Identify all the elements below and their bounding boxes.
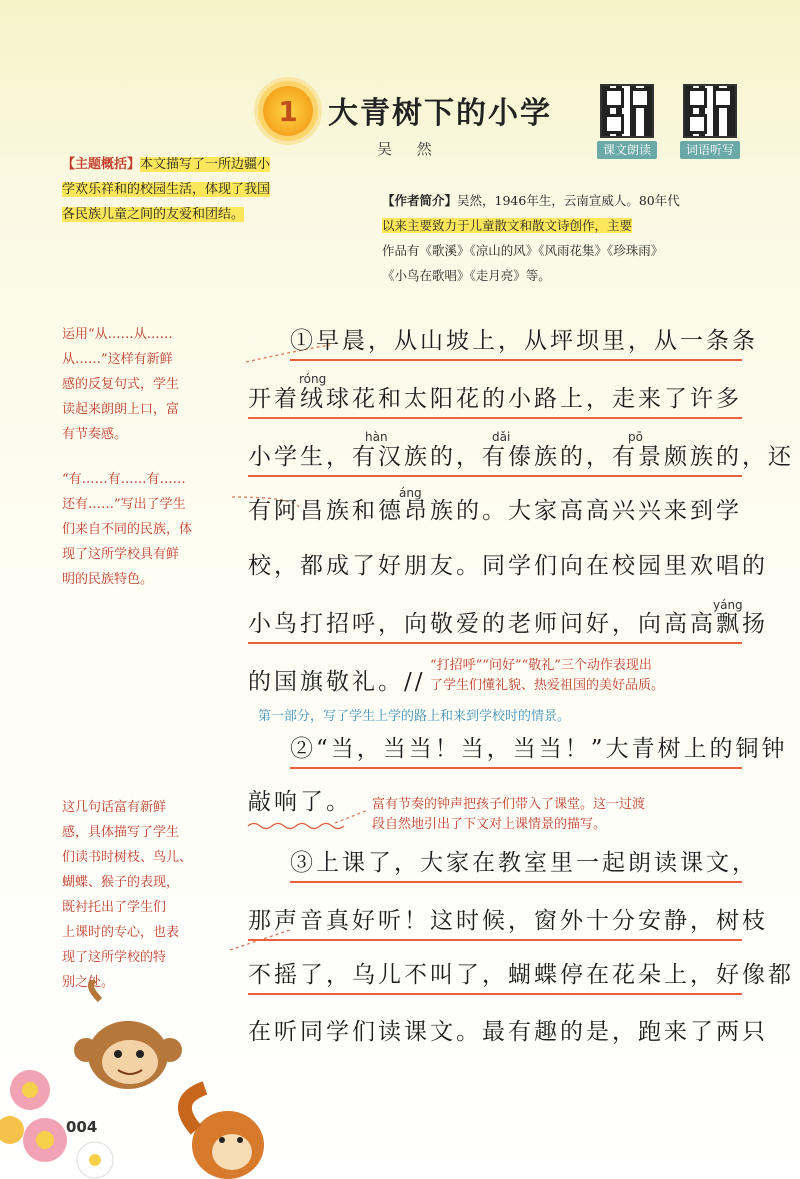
paragraph-line: 在听同学们读课文。最有趣的是，跑来了两只 xyxy=(248,1019,768,1045)
lesson-author: 吴 然 xyxy=(377,140,442,158)
qr-label-reading[interactable]: 课文朗读 xyxy=(597,141,657,159)
side-note-line: 从……”这样有新鲜 xyxy=(62,352,173,367)
paragraph-line: ③上课了，大家在教室里一起朗读课文， xyxy=(290,845,742,883)
side-note-line: 蝴蝶、猴子的表现， xyxy=(62,875,180,890)
side-note-line: 感的反复句式，学生 xyxy=(62,377,180,392)
paragraph-line: 小鸟打招呼，向敬爱的老师问好，向高高飘扬 xyxy=(248,606,742,644)
page-number: 004 xyxy=(66,1118,98,1136)
paragraph-line: ①早晨，从山坡上，从坪坝里，从一条条 xyxy=(290,323,742,361)
pinyin-han: hàn xyxy=(365,430,388,444)
paragraph-line: 敲响了。 xyxy=(248,789,352,815)
paragraph-line: 有阿昌族和德昂族的。大家高高兴兴来到学 xyxy=(248,498,742,524)
comment-line: 段自然地引出了下文对上课情景的描写。 xyxy=(372,817,607,832)
side-note-line: 们读书时树枝、鸟儿、 xyxy=(62,850,193,865)
side-note-line: “有……有……有…… xyxy=(62,472,186,487)
theme-line: 本文描写了一所边疆小 xyxy=(140,157,271,172)
comment-actions xyxy=(430,656,750,696)
pinyin-ang: áng xyxy=(399,486,422,500)
theme-tag: 【主题概括】 xyxy=(62,157,141,172)
comment-line: “打招呼”“问好”“敬礼”三个动作表现出 xyxy=(430,658,652,673)
paragraph-line: 开着绒球花和太阳花的小路上，走来了许多 xyxy=(248,381,742,419)
side-note-line: 现了这所学校的特 xyxy=(62,950,167,965)
side-note-line: 上课时的专心，也表 xyxy=(62,925,180,940)
lesson-number: 1 xyxy=(278,94,298,128)
side-note-line: 感，具体描写了学生 xyxy=(62,825,180,840)
section-summary: 第一部分，写了学生上学的路上和来到学校时的情景。 xyxy=(258,709,571,724)
comment-line: 富有节奏的钟声把孩子们带入了课堂。这一过渡 xyxy=(372,797,646,812)
side-note-line: 运用“从……从…… xyxy=(62,327,173,342)
comment-line: 了学生们懂礼貌、热爱祖国的美好品质。 xyxy=(430,678,665,693)
paragraph-line: ②“当，当当！当，当当！”大青树上的铜钟 xyxy=(290,731,742,769)
paragraph-line: 不摇了，乌儿不叫了，蝴蝶停在花朵上，好像都 xyxy=(248,957,742,995)
side-note-line: 们来自不同的民族，体 xyxy=(62,522,193,537)
author-intro-line: 吴然，1946年生，云南宣威人。80年代 xyxy=(457,193,680,208)
paragraph-line: 那声音真好听！这时候，窗外十分安静，树枝 xyxy=(248,903,742,941)
qr-label-dictation[interactable]: 词语听写 xyxy=(680,141,740,159)
side-note-line: 这几句话富有新鲜 xyxy=(62,800,167,815)
pinyin-rong: róng xyxy=(299,372,327,386)
comment-transition xyxy=(372,795,752,835)
lesson-title: 大青树下的小学 xyxy=(328,96,552,131)
author-intro-line: 以来主要致力于儿童散文和散文诗创作，主要 xyxy=(382,218,633,233)
side-note-line: 还有……”写出了学生 xyxy=(62,497,186,512)
pinyin-dai: dǎi xyxy=(492,430,511,444)
pinyin-yang: yáng xyxy=(713,598,743,612)
side-note-line: 现了这所学校具有鲜 xyxy=(62,547,180,562)
paragraph-line: 校，都成了好朋友。同学们向在校园里欢唱的 xyxy=(248,553,768,579)
side-note-line: 既衬托出了学生们 xyxy=(62,900,167,915)
author-intro-tag: 【作者简介】 xyxy=(382,193,458,208)
author-intro-line: 《小鸟在歌唱》《走月亮》等。 xyxy=(382,268,551,283)
side-note-line: 别之处。 xyxy=(62,975,115,990)
author-intro-line: 作品有《歌溪》《凉山的风》《风雨花集》《珍珠雨》 xyxy=(382,243,664,258)
theme-line: 各民族儿童之间的友爱和团结。 xyxy=(62,207,245,222)
side-note-line: 明的民族特色。 xyxy=(62,572,154,587)
pinyin-po: pō xyxy=(628,430,643,444)
paragraph-line: 的国旗敬礼。// xyxy=(248,669,426,695)
side-note-line: 读起来朗朗上口，富 xyxy=(62,402,180,417)
paragraph-line: 小学生，有汉族的，有傣族的，有景颇族的，还 xyxy=(248,439,742,477)
theme-line: 学欢乐祥和的校园生活，体现了我国 xyxy=(62,182,271,197)
side-note-line: 有节奏感。 xyxy=(62,427,128,442)
squirrel-icon xyxy=(185,1088,264,1179)
decorative-illustration xyxy=(0,980,300,1179)
monkey-icon xyxy=(74,980,182,1089)
